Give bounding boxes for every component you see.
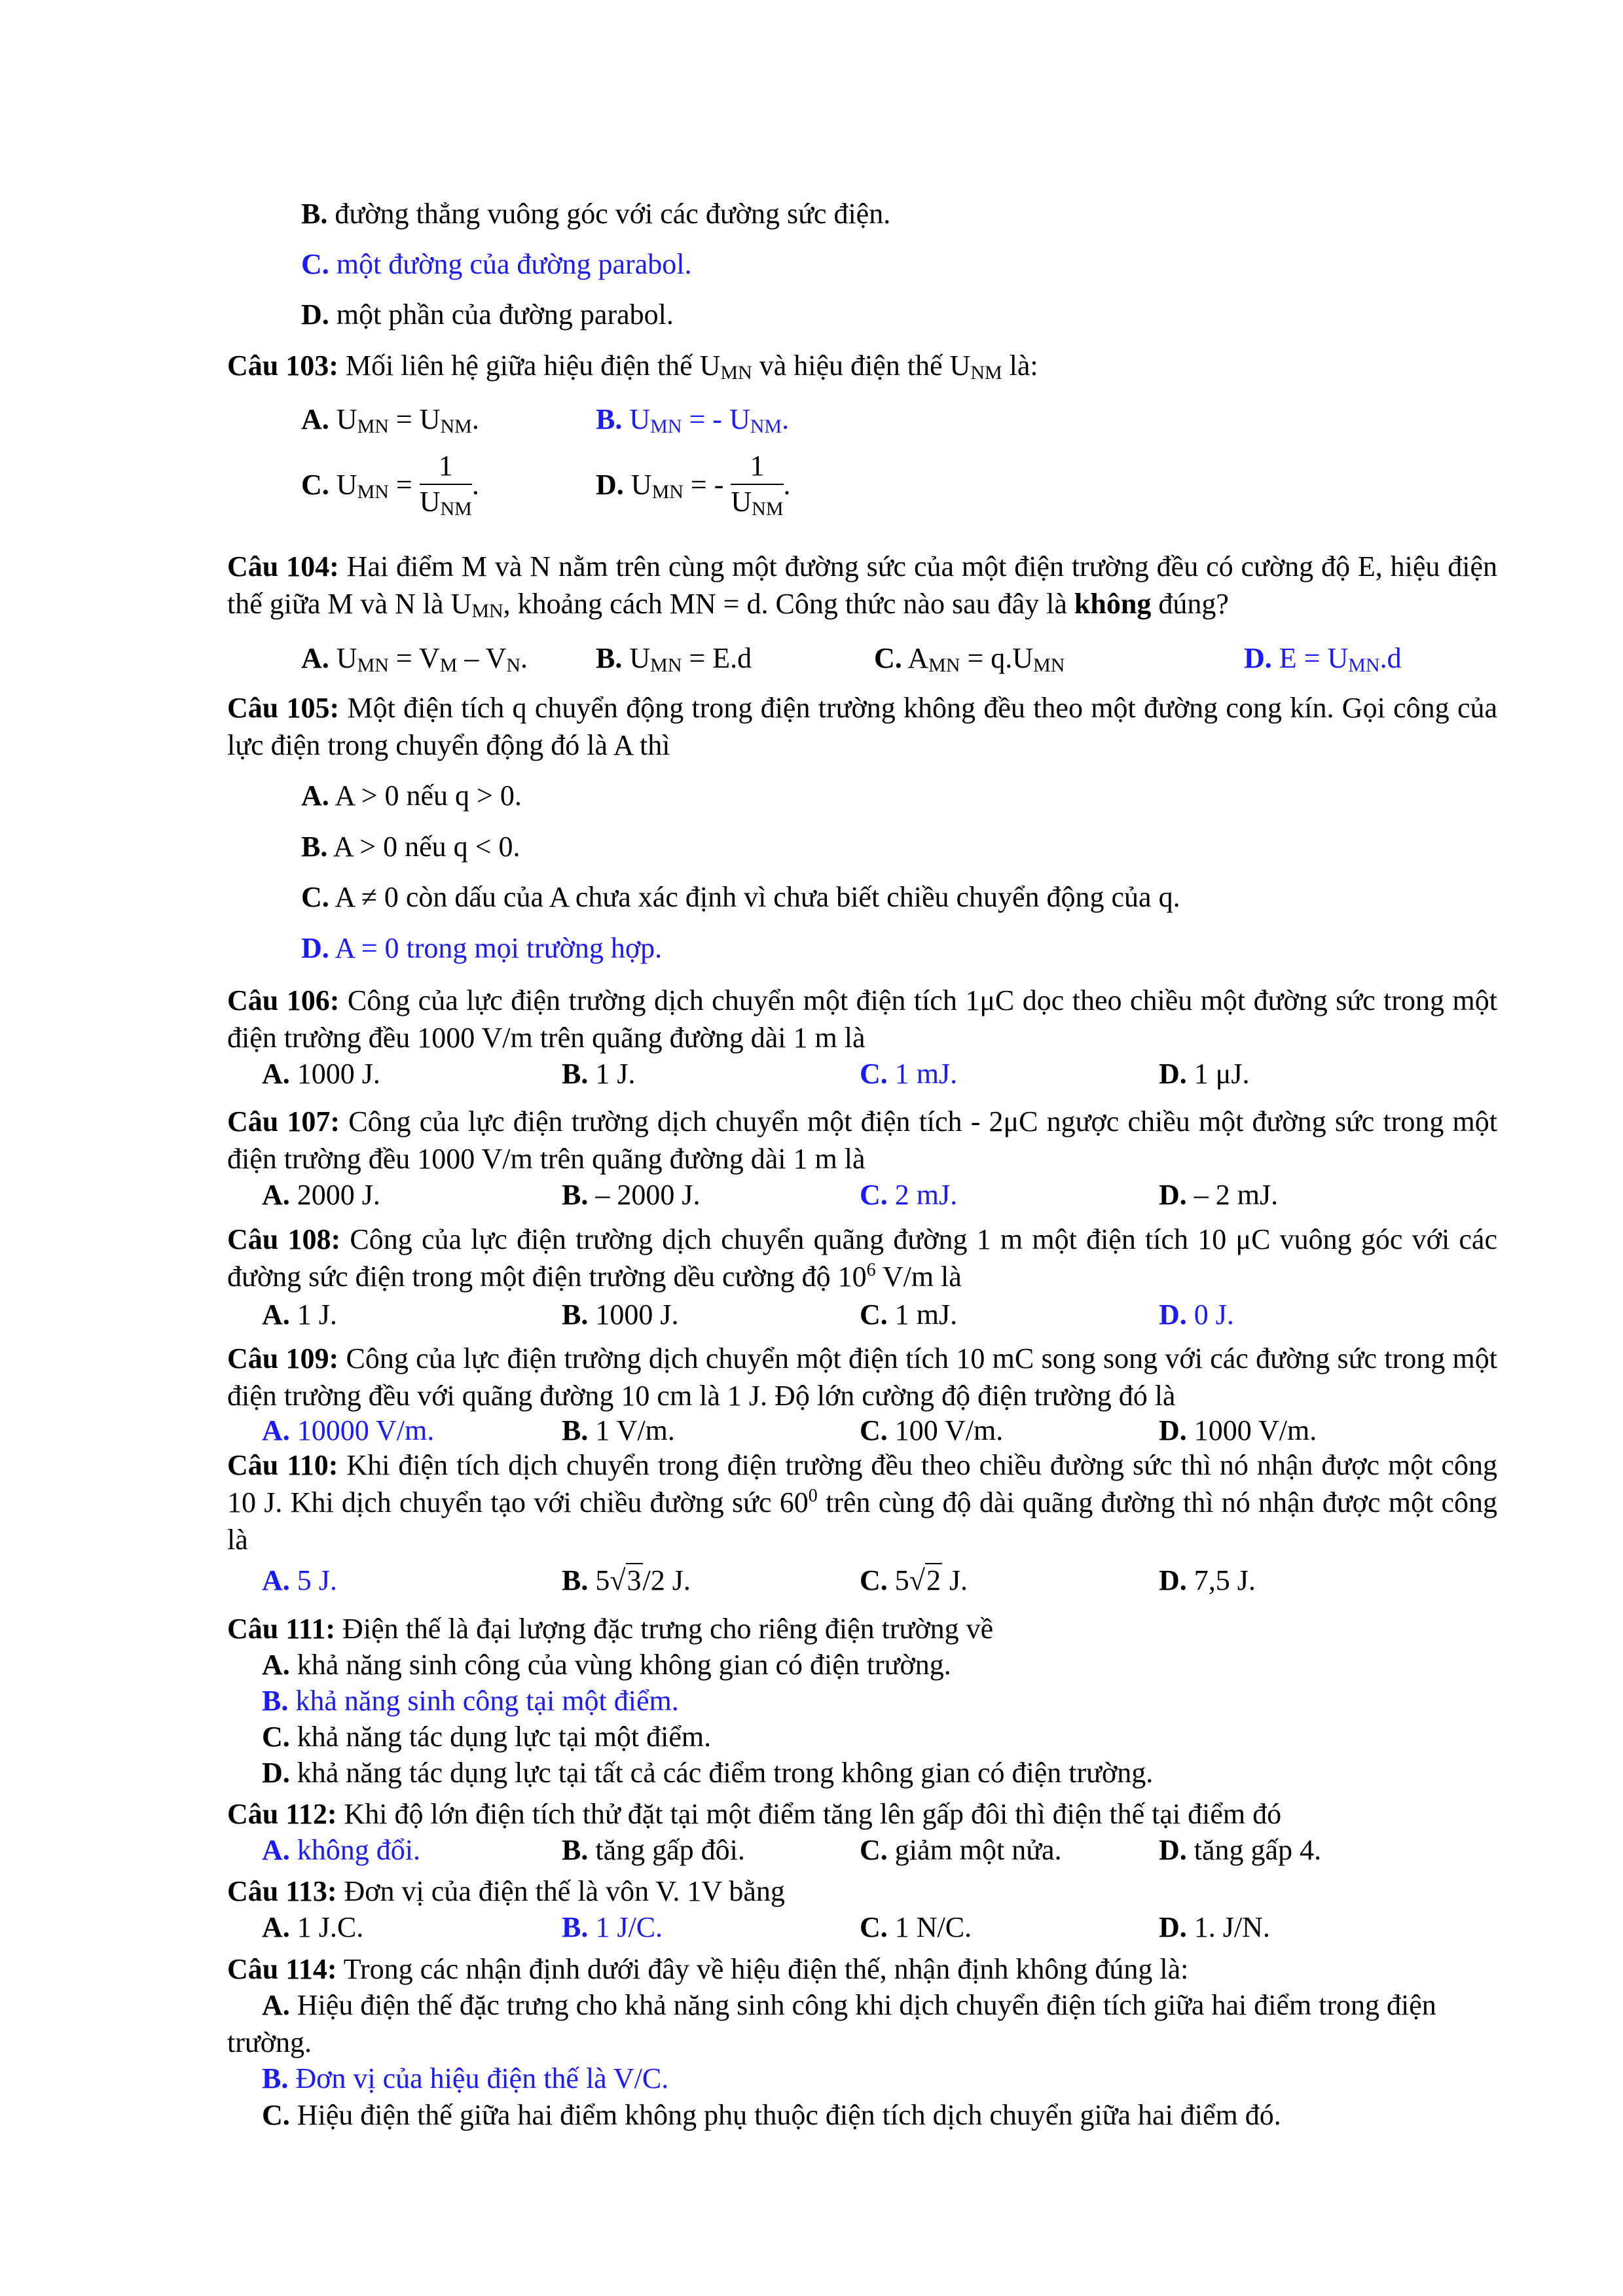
question-113: Câu 113: Đơn vị của điện thế là vôn V. 1V bằng — [227, 1875, 785, 1907]
q113-option-d: D. 1. J/N. — [1159, 1911, 1270, 1943]
q113-option-a: A. 1 J.C. — [262, 1911, 364, 1943]
q107-option-a: A. 2000 J. — [262, 1179, 380, 1211]
q108-option-c: C. 1 mJ. — [860, 1299, 958, 1331]
q112-option-b: B. tăng gấp đôi. — [562, 1834, 745, 1866]
question-108: Câu 108: Công của lực điện trường dịch chuyển quãng đường 1 m một điện tích 10 μC vuông góc với các đường sức điện trong một điện trường dều cường độ $10^6$ V/m là — [227, 1223, 1497, 1293]
q109-option-c: C. 100 V/m. — [860, 1414, 1004, 1446]
fraction: $\frac{1}{U_{NM}}$ — [419, 450, 472, 520]
question-111: Câu 111: Điện thế là đại lượng đặc trưng cho riêng điện trường về — [227, 1613, 994, 1645]
q103-option-c: C. $U_{MN}$ = $\frac{1}{U_{NM}}$ . — [301, 450, 479, 520]
q105-option-c: C. A ≠ 0 còn dấu của A chưa xác định vì chưa biết chiều chuyển động của q. — [301, 881, 1180, 913]
q112-option-c: C. giảm một nửa. — [860, 1834, 1062, 1866]
q110-option-a-answer: A. 5 J. — [262, 1564, 337, 1596]
question-103: Câu 103: Mối liên hệ giữa hiệu điện thế $U_{MN}$ và hiệu điện thế $U_{NM}$ là: — [227, 350, 1038, 384]
question-107: Câu 107: Công của lực điện trường dịch chuyển một điện tích - 2μC ngược chiều một đường sức trong một điện trường đều 1000 V/m trên quãng đường dài 1 m là — [227, 1105, 1497, 1175]
option-d: D. một phần của đường parabol. — [301, 298, 674, 331]
q111-option-a: A. khả năng sinh công của vùng không gian có điện trường. — [262, 1649, 951, 1681]
option-c-answer: C. một đường của đường parabol. — [301, 248, 692, 280]
q112-option-d: D. tăng gấp 4. — [1159, 1834, 1322, 1866]
q113-option-b-answer: B. 1 J/C. — [562, 1911, 663, 1943]
q109-option-a-answer: A. 10000 V/m. — [262, 1414, 435, 1446]
q107-option-d: D. – 2 mJ. — [1159, 1179, 1279, 1211]
q103-option-d: D. $U_{MN}$ = - $\frac{1}{U_{NM}}$ . — [596, 450, 791, 520]
q114-option-c: C. Hiệu điện thế giữa hai điểm không phụ thuộc điện tích dịch chuyển giữa hai điểm đó. — [262, 2099, 1281, 2131]
q105-option-d-answer: D. A = 0 trong mọi trường hợp. — [301, 932, 663, 964]
q106-option-d: D. 1 μJ. — [1159, 1058, 1250, 1090]
q111-option-d: D. khả năng tác dụng lực tại tất cả các điểm trong không gian có điện trường. — [262, 1757, 1154, 1789]
q104-option-b: B. $U_{MN} = E.d$ — [596, 642, 752, 676]
q114-option-b-answer: B. Đơn vị của hiệu điện thế là V/C. — [262, 2062, 669, 2094]
q112-option-a-answer: A. không đổi. — [262, 1834, 421, 1866]
q109-option-b: B. 1 V/m. — [562, 1414, 675, 1446]
q103-option-b-answer: B. $U_{MN}$ = - $U_{NM}$. — [596, 403, 790, 437]
question-110: Câu 110: Khi điện tích dịch chuyển trong điện trường đều theo chiều đường sức thì nó nhận được một công 10 J. Khi dịch chuyển tạo với chiều đường sức $60^0$ trên cùng độ dài quãng đường thì nó nhận được một công là — [227, 1449, 1497, 1556]
question-106: Câu 106: Công của lực điện trường dịch chuyển một điện tích 1μC dọc theo chiều một đường sức trong một điện trường đều 1000 V/m trên quãng đường dài 1 m là — [227, 984, 1497, 1054]
q110-option-b: B. 5√3/2 J. — [562, 1564, 691, 1596]
q110-option-c: C. 5√2 J. — [860, 1564, 968, 1596]
question-109: Câu 109: Công của lực điện trường dịch chuyển một điện tích 10 mC song song với các đường sức trong một điện trường đều với quãng đường 10 cm là 1 J. Độ lớn cường độ điện trường đó là — [227, 1342, 1497, 1412]
q104-option-d-answer: D. $E = U_{MN}.d$ — [1244, 642, 1402, 676]
question-112: Câu 112: Khi độ lớn điện tích thử đặt tại một điểm tăng lên gấp đôi thì điện thế tại điểm đó — [227, 1798, 1282, 1830]
q113-option-c: C. 1 N/C. — [860, 1911, 972, 1943]
q110-option-d: D. 7,5 J. — [1159, 1564, 1256, 1596]
option-b: B. đường thẳng vuông góc với các đường sức điện. — [301, 198, 891, 230]
q109-option-d: D. 1000 V/m. — [1159, 1414, 1317, 1446]
q104-option-a: A. $U_{MN} = V_M - V_N$. — [301, 642, 528, 676]
q107-option-b: B. – 2000 J. — [562, 1179, 701, 1211]
q106-option-c-answer: C. 1 mJ. — [860, 1058, 958, 1090]
q114-option-a: A. Hiệu điện thế đặc trưng cho khả năng sinh công khi dịch chuyển điện tích giữa hai điểm trong điện trường. — [227, 1989, 1436, 2059]
q104-option-c: C. $A_{MN} = q.U_{MN}$ — [874, 642, 1065, 676]
fraction: $\frac{1}{U_{NM}}$ — [731, 450, 784, 520]
question-105: Câu 105: Một điện tích q chuyển động trong điện trường không đều theo một đường cong kín. Gọi công của lực điện trong chuyển động đó là A thì — [227, 692, 1498, 762]
q106-option-a: A. 1000 J. — [262, 1058, 380, 1090]
q107-option-c-answer: C. 2 mJ. — [860, 1179, 958, 1211]
q106-option-b: B. 1 J. — [562, 1058, 636, 1090]
question-104: Câu 104: Hai điểm M và N nằm trên cùng một đường sức của một điện trường đều có cường độ E, hiệu điện thế giữa M và N là $U_{MN}$, khoảng cách MN = d. Công thức nào sau đây là không đúng? — [227, 550, 1498, 622]
q103-option-a: A. $U_{MN} = U_{NM}$. — [301, 403, 479, 437]
q111-option-b-answer: B. khả năng sinh công tại một điểm. — [262, 1685, 679, 1717]
q108-option-b: B. 1000 J. — [562, 1299, 679, 1331]
q108-option-d-answer: D. 0 J. — [1159, 1299, 1234, 1331]
q108-option-a: A. 1 J. — [262, 1299, 337, 1331]
q105-option-a: A. A > 0 nếu q > 0. — [301, 780, 522, 812]
q105-option-b: B. A > 0 nếu q < 0. — [301, 831, 520, 863]
question-114: Câu 114: Trong các nhận định dưới đây về hiệu điện thế, nhận định không đúng là: — [227, 1953, 1189, 1985]
q111-option-c: C. khả năng tác dụng lực tại một điểm. — [262, 1721, 712, 1753]
